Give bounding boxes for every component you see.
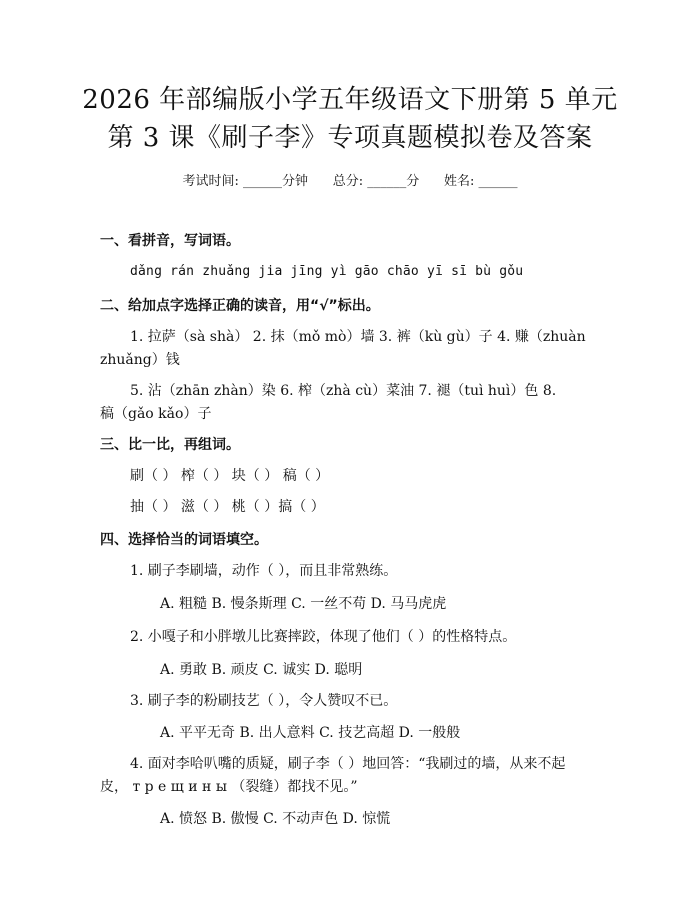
question-2-options: A. 勇敢 B. 顽皮 C. 诚实 D. 聪明 xyxy=(160,662,363,678)
section-3-heading: 三、比一比，再组词。 xyxy=(100,437,240,453)
pronunciation-line-2-cont: 稿（gǎo kǎo）子 xyxy=(100,406,212,422)
question-3: 3. 刷子李的粉刷技艺（ ），令人赞叹不已。 xyxy=(130,693,398,709)
section-1-heading: 一、看拼音，写词语。 xyxy=(100,233,240,249)
pronunciation-line-1: 1. 拉萨（sà shà） 2. 抹（mǒ mò）墙 3. 裤（kù gù）子 4. 赚（zhuàn xyxy=(130,329,586,345)
section-4-heading: 四、选择恰当的词语填空。 xyxy=(100,532,268,548)
word-compare-row-1: 刷（ ） 榨（ ） 块（ ） 稿（ ） xyxy=(130,468,330,484)
pinyin-line: dǎng rán zhuǎng jia jīng yì gāo chāo yī sī bù gǒu xyxy=(130,264,524,279)
pronunciation-line-1-cont: zhuǎng）钱 xyxy=(100,352,180,368)
word-compare-row-2: 抽（ ） 滋（ ） 桃（ ）搞（ ） xyxy=(130,499,325,515)
question-1-options: A. 粗糙 B. 慢条斯理 C. 一丝不苟 D. 马马虎虎 xyxy=(160,596,447,612)
question-4: 4. 面对李哈叭嘴的质疑，刷子李（ ）地回答：“我刷过的墙，从来不起 xyxy=(130,756,566,772)
pronunciation-line-2: 5. 沾（zhān zhàn）染 6. 榨（zhà cù）菜油 7. 褪（tuì huì）色 8. xyxy=(130,383,557,399)
question-1: 1. 刷子李刷墙，动作（ ），而且非常熟练。 xyxy=(130,563,398,579)
question-4-options: A. 愤怒 B. 傲慢 C. 不动声色 D. 惊慌 xyxy=(160,811,391,827)
document-title-line1: 2026 年部编版小学五年级语文下册第 5 单元 xyxy=(82,85,618,115)
section-2-heading: 二、给加点字选择正确的读音，用“√”标出。 xyxy=(100,298,380,314)
question-2: 2. 小嘎子和小胖墩儿比赛摔跤，体现了他们（ ）的性格特点。 xyxy=(130,629,517,645)
document-title-line2: 第 3 课《刷子李》专项真题模拟卷及答案 xyxy=(107,123,593,153)
question-4-cont: 皮， т р е щ и н ы （裂缝）都找不见。” xyxy=(100,779,358,795)
question-3-options: A. 平平无奇 B. 出人意料 C. 技艺高超 D. 一般般 xyxy=(160,725,461,741)
exam-info-line: 考试时间: ______分钟 总分: ______分 姓名: ______ xyxy=(182,174,518,189)
